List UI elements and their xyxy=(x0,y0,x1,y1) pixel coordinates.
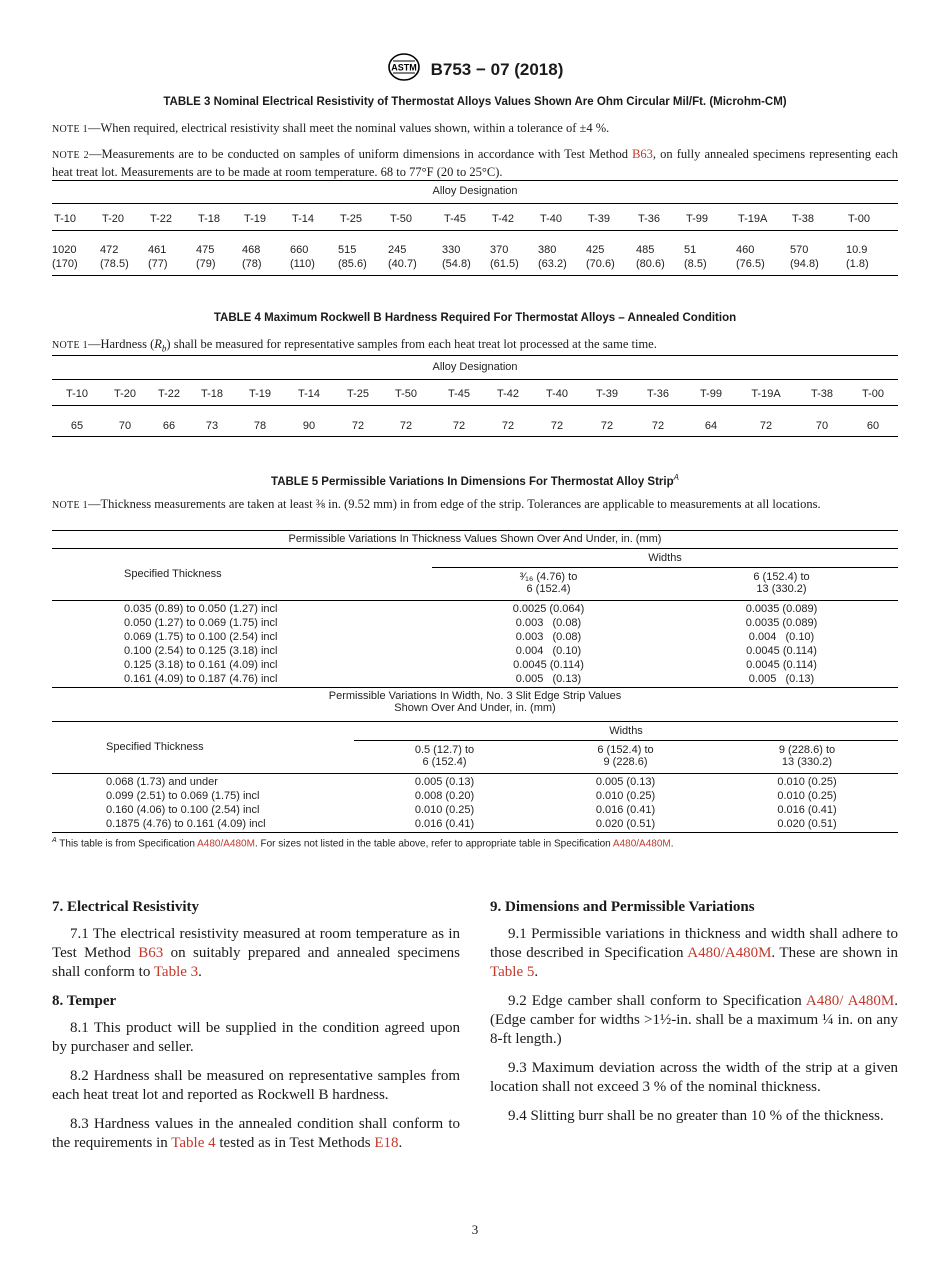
table3-column-header: T-19 xyxy=(244,213,267,225)
link-a480[interactable]: A480/ A480M xyxy=(805,993,895,1009)
table-rule xyxy=(52,379,898,380)
table3-value: 475 xyxy=(196,244,215,256)
table3-value-metric: (79) xyxy=(196,258,216,270)
table3-value-metric: (78) xyxy=(242,258,262,270)
thickness-value-cell: 0.003 (0.08) xyxy=(515,631,582,643)
table-row xyxy=(52,645,898,659)
right-column xyxy=(490,898,898,1136)
table4 xyxy=(52,355,898,439)
svg-text:ASTM: ASTM xyxy=(390,62,417,73)
table3-column-header: T-39 xyxy=(588,213,611,225)
paragraph-8-1: 8.1 This product will be supplied in the condition agreed upon by purchaser and seller. xyxy=(52,1020,460,1055)
thickness-value-cell: 0.0045 (0.114) xyxy=(513,659,584,671)
table3-note2: NOTE 2—Measurements are to be conducted on samples of uniform dimensions in accordance with Test Method B63, on fully annealed specimens representing each heat treat lot. Measurements are to be made at room temperature. 68 to 77°F (20 to 25°C). xyxy=(52,147,898,179)
width-value-cell: 0.008 (0.20) xyxy=(414,790,475,802)
table4-column-header: T-19 xyxy=(248,388,271,400)
table3-column-header: T-36 xyxy=(638,213,661,225)
table3-value-metric: (80.6) xyxy=(636,258,665,270)
table5 xyxy=(52,530,898,855)
table4-value: 66 xyxy=(162,420,176,432)
table3-column-header: T-50 xyxy=(390,213,413,225)
width-value-cell: 0.005 (0.13) xyxy=(414,776,475,788)
thickness-spec-cell: 0.125 (3.18) to 0.161 (4.09) incl xyxy=(124,659,278,671)
table3-value: 425 xyxy=(586,244,605,256)
table-rule xyxy=(52,530,898,531)
document-header xyxy=(0,52,950,87)
table3-column-header: T-18 xyxy=(198,213,221,225)
table-row xyxy=(52,818,898,832)
table4-value: 73 xyxy=(205,420,219,432)
table-rule xyxy=(52,721,898,722)
table4-value: 72 xyxy=(452,420,466,432)
table4-column-header: T-39 xyxy=(595,388,618,400)
width-value-cell: 0.010 (0.25) xyxy=(595,790,656,802)
table4-column-header: T-10 xyxy=(65,388,88,400)
table3-value: 51 xyxy=(684,244,697,256)
paragraph-9-1: 9.1 Permissible variations in thickness and width shall adhere to those described in Specification A480/A480M. These are shown in Table 5. xyxy=(490,926,898,980)
table3-value-metric: (61.5) xyxy=(490,258,519,270)
width-table-title: Permissible Variations In Width, No. 3 Slit Edge Strip Values Shown Over And Under, in. (mm) xyxy=(328,690,622,714)
table-row xyxy=(52,804,898,818)
thickness-value-cell: 0.005 (0.13) xyxy=(515,673,582,685)
table3-value-metric: (170) xyxy=(52,258,78,270)
table3-value: 370 xyxy=(490,244,509,256)
thickness-spec-cell: 0.035 (0.89) to 0.050 (1.27) incl xyxy=(124,603,278,615)
table3-value: 660 xyxy=(290,244,309,256)
table3-column-header: T-19A xyxy=(738,213,768,225)
table-row xyxy=(52,790,898,804)
table4-value: 72 xyxy=(550,420,564,432)
width-value-cell: 0.016 (0.41) xyxy=(595,804,656,816)
table-rule xyxy=(52,687,898,688)
table4-value: 70 xyxy=(815,420,829,432)
thickness-value-cell: 0.0035 (0.089) xyxy=(745,617,818,629)
table3-value: 570 xyxy=(790,244,809,256)
width-value-cell: 0.016 (0.41) xyxy=(777,804,837,816)
width-spec-cell: 0.099 (2.51) to 0.069 (1.75) incl xyxy=(106,790,260,802)
table3-value: 472 xyxy=(100,244,119,256)
table4-value: 72 xyxy=(399,420,413,432)
table4-value: 64 xyxy=(704,420,718,432)
table3-value: 330 xyxy=(442,244,461,256)
width-value-cell: 0.016 (0.41) xyxy=(414,818,475,830)
table3-value-metric: (85.6) xyxy=(338,258,367,270)
table3-value: 460 xyxy=(736,244,755,256)
table3-value-metric: (40.7) xyxy=(388,258,417,270)
table3-column-header: T-99 xyxy=(686,213,709,225)
paragraph-8-3: 8.3 Hardness values in the annealed condition shall conform to the requirements in Table 4 tested as in Test Methods E18. xyxy=(52,1116,460,1151)
table3-group-header: Alloy Designation xyxy=(432,185,518,197)
table-rule xyxy=(432,567,898,568)
table-rule xyxy=(52,436,898,437)
table3-value-metric: (78.5) xyxy=(100,258,129,270)
table3-value: 468 xyxy=(242,244,261,256)
width-width-col-2: 6 (152.4) to 9 (228.6) xyxy=(597,744,654,768)
table-row xyxy=(52,776,898,790)
table-row xyxy=(52,659,898,673)
width-value-cell: 0.010 (0.25) xyxy=(777,790,837,802)
width-spec-cell: 0.160 (4.06) to 0.100 (2.54) incl xyxy=(106,804,260,816)
width-spec-cell: 0.1875 (4.76) to 0.161 (4.09) incl xyxy=(106,818,266,830)
paragraph-9-4: 9.4 Slitting burr shall be no greater than 10 % of the thickness. xyxy=(508,1108,884,1124)
width-value-cell: 0.005 (0.13) xyxy=(595,776,656,788)
table4-value: 72 xyxy=(651,420,665,432)
link-b63[interactable]: B63 xyxy=(632,147,653,161)
table4-column-header: T-99 xyxy=(699,388,722,400)
table3-value-metric: (76.5) xyxy=(736,258,765,270)
table4-value: 65 xyxy=(70,420,84,432)
table-rule xyxy=(52,275,898,276)
table4-column-header: T-22 xyxy=(157,388,180,400)
table4-column-header: T-40 xyxy=(545,388,568,400)
table4-value: 70 xyxy=(118,420,132,432)
width-value-cell: 0.020 (0.51) xyxy=(777,818,837,830)
table3-value: 245 xyxy=(388,244,407,256)
table-rule xyxy=(52,355,898,356)
table3-column-header: T-10 xyxy=(54,213,77,225)
table5-note1: NOTE 1—Thickness measurements are taken at least ⅜ in. (9.52 mm) in from edge of the strip. Tolerances are applicable to measurements at all locations. xyxy=(52,497,821,511)
table3-caption: TABLE 3 Nominal Electrical Resistivity of Thermostat Alloys Values Shown Are Ohm Circular Mil/Ft. (Microhm-CM) xyxy=(163,96,787,108)
thickness-width-col-2: 6 (152.4) to 13 (330.2) xyxy=(753,571,810,595)
table-rule xyxy=(52,548,898,549)
table4-column-header: T-25 xyxy=(346,388,369,400)
table3-column-header: T-42 xyxy=(492,213,515,225)
thickness-spec-cell: 0.100 (2.54) to 0.125 (3.18) incl xyxy=(124,645,278,657)
link-table-3[interactable]: Table 3 xyxy=(153,964,199,980)
table3-value-metric: (54.8) xyxy=(442,258,471,270)
thickness-widths-label: Widths xyxy=(648,552,682,564)
paragraph-7-1: 7.1 The electrical resistivity measured at room temperature as in Test Method B63 on suitably prepared and annealed specimens shall conform to Table 3. xyxy=(52,926,460,980)
section-8-title: 8. Temper xyxy=(52,993,117,1009)
table5-footnote: $^A$ This table is from Specification A480/A480M. For sizes not listed in the table above, refer to appropriate table in Specification A480/A480M. xyxy=(52,837,674,850)
table4-value: 72 xyxy=(759,420,773,432)
link-table-4[interactable]: Table 4 xyxy=(171,1135,216,1151)
thickness-value-cell: 0.0025 (0.064) xyxy=(512,603,585,615)
width-width-col-3: 9 (228.6) to 13 (330.2) xyxy=(778,744,836,768)
table3-note1: NOTE 1—When required, electrical resistivity shall meet the nominal values shown, within a tolerance of ±4 %. xyxy=(52,121,610,135)
table3-value-metric: (8.5) xyxy=(684,258,707,270)
table4-value: 72 xyxy=(600,420,614,432)
table4-column-header: T-45 xyxy=(447,388,470,400)
width-spec-label: Specified Thickness xyxy=(106,741,204,753)
table3-value-metric: (1.8) xyxy=(846,258,869,270)
table3-value: 380 xyxy=(538,244,557,256)
width-widths-label: Widths xyxy=(609,725,643,737)
paragraph-9-2: 9.2 Edge camber shall conform to Specification A480/ A480M. (Edge camber for widths >1½-in. shall be a maximum ¼ in. on any 8-ft length.) xyxy=(490,993,898,1047)
table3-value-metric: (77) xyxy=(148,258,168,270)
link-a480[interactable]: A480/A480M xyxy=(612,838,671,850)
table3-value-metric: (110) xyxy=(290,258,315,270)
table-rule xyxy=(52,600,898,601)
thickness-value-cell: 0.005 (0.13) xyxy=(748,673,815,685)
thickness-spec-cell: 0.050 (1.27) to 0.069 (1.75) incl xyxy=(124,617,278,629)
table-rule xyxy=(52,405,898,406)
section-7-title: 7. Electrical Resistivity xyxy=(52,899,200,915)
table4-note1: NOTE 1—Hardness $(R_b)$ shall be measured for representative samples from each heat treat lot processed at the same time. xyxy=(52,337,657,354)
table3-value: 485 xyxy=(636,244,655,256)
table4-value: 60 xyxy=(866,420,880,432)
table4-column-header: T-20 xyxy=(113,388,136,400)
table3-column-header: T-22 xyxy=(150,213,173,225)
table-rule xyxy=(52,203,898,204)
table3-column-header: T-45 xyxy=(444,213,467,225)
thickness-width-col-1: ³⁄₁₆ (4.76) to 6 (152.4) xyxy=(519,571,578,595)
link-a480[interactable]: A480/A480M xyxy=(687,945,772,961)
table3-column-header: T-14 xyxy=(292,213,315,225)
table4-value: 90 xyxy=(302,420,316,432)
table5-caption: TABLE 5 Permissible Variations In Dimensions For Thermostat Alloy Strip$^A$ xyxy=(271,473,679,488)
table4-column-header: T-14 xyxy=(297,388,320,400)
table4-value: 78 xyxy=(253,420,267,432)
table-rule xyxy=(52,230,898,231)
table4-column-header: T-18 xyxy=(200,388,223,400)
astm-logo-icon xyxy=(387,52,421,87)
table-row xyxy=(52,603,898,617)
table4-group-header: Alloy Designation xyxy=(432,361,518,373)
table3-value: 515 xyxy=(338,244,357,256)
link-b63[interactable]: B63 xyxy=(138,945,164,961)
table-rule xyxy=(354,740,898,741)
link-e18[interactable]: E18 xyxy=(374,1135,399,1151)
table-rule xyxy=(52,180,898,181)
table-row xyxy=(52,673,898,687)
link-table-5[interactable]: Table 5 xyxy=(490,964,535,980)
thickness-spec-cell: 0.069 (1.75) to 0.100 (2.54) incl xyxy=(124,631,278,643)
table4-column-header: T-36 xyxy=(646,388,669,400)
table3-column-header: T-38 xyxy=(792,213,815,225)
table-row xyxy=(52,631,898,645)
width-value-cell: 0.010 (0.25) xyxy=(777,776,837,788)
link-a480[interactable]: A480/A480M xyxy=(197,838,255,850)
table3-value: 10.9 xyxy=(846,244,868,256)
thickness-value-cell: 0.004 (0.10) xyxy=(748,631,815,643)
table-rule xyxy=(52,773,898,774)
table4-column-header: T-00 xyxy=(861,388,884,400)
thickness-value-cell: 0.0035 (0.089) xyxy=(745,603,818,615)
table4-column-header: T-38 xyxy=(810,388,833,400)
thickness-spec-label: Specified Thickness xyxy=(124,568,222,580)
table3-value: 461 xyxy=(148,244,167,256)
page-number: 3 xyxy=(471,1222,479,1237)
width-spec-cell: 0.068 (1.73) and under xyxy=(106,776,218,788)
table-row xyxy=(52,617,898,631)
table3-column-header: T-25 xyxy=(340,213,363,225)
table3 xyxy=(52,180,898,280)
table3-column-header: T-20 xyxy=(102,213,125,225)
width-width-col-1: 0.5 (12.7) to 6 (152.4) xyxy=(414,744,475,768)
table4-value: 72 xyxy=(501,420,515,432)
paragraph-9-3: 9.3 Maximum deviation across the width of the strip at a given location shall not exceed 3 % of the nominal thickness. xyxy=(490,1060,898,1095)
thickness-value-cell: 0.004 (0.10) xyxy=(515,645,582,657)
table4-column-header: T-42 xyxy=(496,388,519,400)
table3-column-header: T-00 xyxy=(848,213,871,225)
thickness-spec-cell: 0.161 (4.09) to 0.187 (4.76) incl xyxy=(124,673,278,685)
thickness-value-cell: 0.0045 (0.114) xyxy=(746,659,817,671)
table3-column-header: T-40 xyxy=(540,213,563,225)
table3-value-metric: (63.2) xyxy=(538,258,567,270)
table-rule xyxy=(52,832,898,833)
table3-value-metric: (94.8) xyxy=(790,258,819,270)
paragraph-8-2: 8.2 Hardness shall be measured on representative samples from each heat treat lot and reported as Rockwell B hardness. xyxy=(52,1068,460,1103)
width-value-cell: 0.010 (0.25) xyxy=(414,804,475,816)
width-value-cell: 0.020 (0.51) xyxy=(595,818,656,830)
section-9-title: 9. Dimensions and Permissible Variations xyxy=(490,899,755,915)
thickness-value-cell: 0.003 (0.08) xyxy=(515,617,582,629)
table4-column-header: T-19A xyxy=(751,388,781,400)
table3-value: 1020 xyxy=(52,244,77,256)
thickness-value-cell: 0.0045 (0.114) xyxy=(746,645,817,657)
table4-caption: TABLE 4 Maximum Rockwell B Hardness Required For Thermostat Alloys – Annealed Condition xyxy=(213,312,737,324)
table3-value-metric: (70.6) xyxy=(586,258,615,270)
left-column xyxy=(52,898,460,1163)
thickness-table-title: Permissible Variations In Thickness Values Shown Over And Under, in. (mm) xyxy=(288,533,662,545)
table4-value: 72 xyxy=(351,420,365,432)
table4-column-header: T-50 xyxy=(394,388,417,400)
document-code: B753 − 07 (2018) xyxy=(430,59,564,79)
